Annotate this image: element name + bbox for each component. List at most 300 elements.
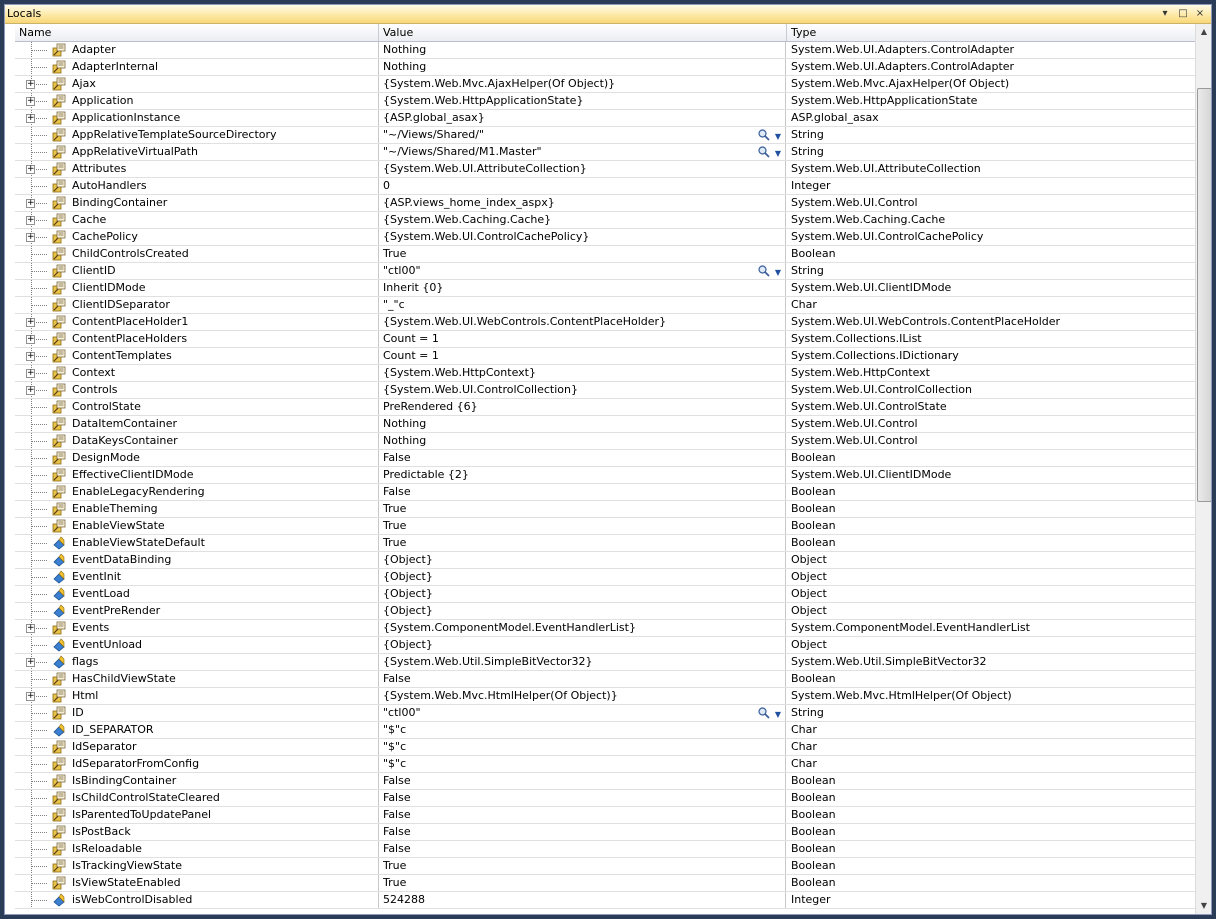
value-cell[interactable]	[379, 110, 786, 126]
variable-name: ContentTemplates	[72, 349, 172, 362]
value-cell[interactable]	[379, 518, 786, 534]
variable-type: System.Web.UI.Control	[791, 196, 918, 209]
type-cell	[787, 501, 1195, 517]
type-cell	[787, 722, 1195, 738]
variable-value: Predictable {2}	[383, 468, 469, 481]
property-icon	[52, 60, 66, 74]
property-icon	[52, 43, 66, 57]
value-cell[interactable]	[379, 195, 786, 211]
type-cell	[787, 280, 1195, 296]
variable-name: Application	[72, 94, 134, 107]
variable-name: ChildControlsCreated	[72, 247, 189, 260]
value-cell[interactable]	[379, 382, 786, 398]
type-cell	[787, 654, 1195, 670]
type-cell	[787, 127, 1195, 143]
table-row[interactable]	[15, 705, 1195, 722]
variable-type: System.Web.UI.ControlCollection	[791, 383, 972, 396]
value-cell[interactable]	[379, 552, 786, 568]
value-cell[interactable]	[379, 756, 786, 772]
variable-name: BindingContainer	[72, 196, 168, 209]
type-cell	[787, 637, 1195, 653]
table-row[interactable]	[15, 688, 1195, 705]
tree-connector	[31, 492, 47, 493]
value-cell[interactable]	[379, 603, 786, 619]
variable-name: Html	[72, 689, 99, 702]
variable-value: True	[383, 536, 407, 549]
table-row[interactable]	[15, 297, 1195, 314]
variable-name: DesignMode	[72, 451, 140, 464]
value-cell[interactable]	[379, 297, 786, 313]
variable-name: AdapterInternal	[72, 60, 159, 73]
table-row[interactable]	[15, 382, 1195, 399]
value-cell[interactable]	[379, 739, 786, 755]
variable-name: EnableLegacyRendering	[72, 485, 205, 498]
property-icon	[52, 247, 66, 261]
variable-value: Nothing	[383, 434, 427, 447]
value-cell[interactable]	[379, 127, 786, 143]
table-row[interactable]	[15, 93, 1195, 110]
variable-name: IsBindingContainer	[72, 774, 177, 787]
expand-icon[interactable]: +	[27, 113, 35, 123]
variable-name: Attributes	[72, 162, 127, 175]
visualizer-dropdown-icon[interactable]: ▼	[774, 149, 781, 158]
value-cell[interactable]	[379, 722, 786, 738]
tree-connector	[31, 781, 47, 782]
type-cell	[787, 875, 1195, 891]
value-cell[interactable]	[379, 688, 786, 704]
name-cell	[15, 42, 379, 58]
table-row[interactable]	[15, 127, 1195, 144]
property-icon	[52, 434, 66, 448]
expand-icon[interactable]: +	[27, 317, 35, 327]
table-row[interactable]	[15, 671, 1195, 688]
value-cell[interactable]	[379, 246, 786, 262]
variable-type: System.Web.HttpApplicationState	[791, 94, 978, 107]
name-cell	[15, 790, 379, 806]
text-visualizer-icon[interactable]	[757, 128, 771, 142]
table-row[interactable]	[15, 144, 1195, 161]
variable-name: AutoHandlers	[72, 179, 147, 192]
variable-type: System.Web.UI.Control	[791, 417, 918, 430]
tree-connector	[31, 611, 47, 612]
variable-value: {System.Web.Mvc.AjaxHelper(Of Object)}	[383, 77, 616, 90]
tree-connector	[31, 186, 47, 187]
table-row[interactable]	[15, 773, 1195, 790]
variable-type: System.Web.UI.ControlCachePolicy	[791, 230, 984, 243]
expand-icon[interactable]: +	[27, 657, 35, 667]
value-cell[interactable]	[379, 433, 786, 449]
visualizer-dropdown-icon[interactable]: ▼	[774, 268, 781, 277]
value-cell[interactable]	[379, 450, 786, 466]
expand-icon[interactable]: +	[27, 232, 35, 242]
variable-value: 0	[383, 179, 390, 192]
tree-connector	[31, 271, 47, 272]
table-row[interactable]	[15, 637, 1195, 654]
variable-name: EventLoad	[72, 587, 130, 600]
value-cell[interactable]	[379, 365, 786, 381]
type-cell	[787, 892, 1195, 908]
expand-icon[interactable]: +	[27, 96, 35, 106]
table-row[interactable]	[15, 535, 1195, 552]
variable-name: flags	[72, 655, 99, 668]
property-icon	[52, 706, 66, 720]
variable-type: System.Web.UI.Control	[791, 434, 918, 447]
name-cell	[15, 195, 379, 211]
value-cell[interactable]	[379, 671, 786, 687]
table-row[interactable]	[15, 110, 1195, 127]
table-row[interactable]	[15, 195, 1195, 212]
value-cell[interactable]	[379, 484, 786, 500]
table-row[interactable]	[15, 42, 1195, 59]
variable-name: EventDataBinding	[72, 553, 172, 566]
variable-name: ContentPlaceHolder1	[72, 315, 189, 328]
table-row[interactable]	[15, 620, 1195, 637]
variable-type: System.Web.UI.Adapters.ControlAdapter	[791, 60, 1015, 73]
scroll-down-icon[interactable]: ▼	[1200, 901, 1208, 910]
variable-value: {System.Web.Util.SimpleBitVector32}	[383, 655, 593, 668]
type-cell	[787, 399, 1195, 415]
value-cell[interactable]	[379, 229, 786, 245]
value-cell[interactable]	[379, 42, 786, 58]
close-icon[interactable]: ×	[1195, 8, 1205, 19]
table-row[interactable]	[15, 59, 1195, 76]
variable-type: System.Web.UI.WebControls.ContentPlaceHolder	[791, 315, 1061, 328]
type-cell	[787, 518, 1195, 534]
vertical-scrollbar[interactable]	[1195, 24, 1212, 914]
tree-connector	[31, 135, 47, 136]
value-cell[interactable]	[379, 331, 786, 347]
value-cell[interactable]	[379, 569, 786, 585]
type-cell	[787, 705, 1195, 721]
table-row[interactable]	[15, 212, 1195, 229]
column-header-name[interactable]: Name	[15, 24, 379, 41]
expand-icon[interactable]: +	[27, 351, 35, 361]
tree-connector	[31, 254, 47, 255]
variable-value: {ASP.global_asax}	[383, 111, 485, 124]
value-cell[interactable]	[379, 841, 786, 857]
value-cell[interactable]	[379, 467, 786, 483]
tree-connector	[31, 577, 47, 578]
scroll-up-icon[interactable]: ▲	[1200, 27, 1208, 36]
variable-value: "$"c	[383, 723, 407, 736]
name-cell	[15, 807, 379, 823]
name-cell	[15, 365, 379, 381]
value-cell[interactable]	[379, 637, 786, 653]
value-cell[interactable]	[379, 76, 786, 92]
table-row[interactable]	[15, 756, 1195, 773]
value-cell[interactable]	[379, 212, 786, 228]
expand-icon[interactable]: +	[27, 79, 35, 89]
value-cell[interactable]	[379, 858, 786, 874]
variable-name: IsTrackingViewState	[72, 859, 182, 872]
text-visualizer-icon[interactable]	[757, 145, 771, 159]
table-row[interactable]	[15, 739, 1195, 756]
text-visualizer-icon[interactable]	[757, 264, 771, 278]
value-cell[interactable]	[379, 416, 786, 432]
variable-name: ID	[72, 706, 84, 719]
visualizer-dropdown-icon[interactable]: ▼	[774, 710, 781, 719]
variable-value: {System.Web.Caching.Cache}	[383, 213, 552, 226]
value-cell[interactable]	[379, 654, 786, 670]
table-row[interactable]	[15, 433, 1195, 450]
field-icon	[52, 536, 66, 550]
property-icon	[52, 264, 66, 278]
property-icon	[52, 366, 66, 380]
type-cell	[787, 314, 1195, 330]
property-icon	[52, 502, 66, 516]
tree-connector	[31, 67, 47, 68]
property-icon	[52, 349, 66, 363]
variable-type: Boolean	[791, 247, 836, 260]
variable-type: System.Web.Caching.Cache	[791, 213, 946, 226]
variable-type: Boolean	[791, 774, 836, 787]
variable-type: Boolean	[791, 825, 836, 838]
property-icon	[52, 485, 66, 499]
tree-connector	[31, 424, 47, 425]
variable-value: {System.Web.Mvc.HtmlHelper(Of Object)}	[383, 689, 618, 702]
value-cell[interactable]	[379, 314, 786, 330]
field-icon	[52, 604, 66, 618]
scroll-thumb[interactable]	[1197, 88, 1212, 502]
value-cell[interactable]	[379, 892, 786, 908]
name-cell	[15, 501, 379, 517]
name-cell	[15, 722, 379, 738]
name-cell	[15, 875, 379, 891]
table-row[interactable]	[15, 722, 1195, 739]
variable-name: Controls	[72, 383, 118, 396]
name-cell	[15, 297, 379, 313]
variable-name: EnableViewStateDefault	[72, 536, 205, 549]
expand-icon[interactable]: +	[27, 623, 35, 633]
variable-value: {Object}	[383, 570, 433, 583]
property-icon	[52, 791, 66, 805]
table-row[interactable]	[15, 484, 1195, 501]
field-icon	[52, 553, 66, 567]
table-row[interactable]	[15, 450, 1195, 467]
table-row[interactable]	[15, 603, 1195, 620]
type-cell	[787, 93, 1195, 109]
variable-name: IsReloadable	[72, 842, 142, 855]
value-cell[interactable]	[379, 807, 786, 823]
table-row[interactable]	[15, 161, 1195, 178]
variable-value: "~/Views/Shared/M1.Master"	[383, 145, 542, 158]
variable-name: DataItemContainer	[72, 417, 178, 430]
type-cell	[787, 229, 1195, 245]
window-title: Locals	[7, 7, 42, 20]
variable-type: Boolean	[791, 502, 836, 515]
variable-type: System.Web.UI.AttributeCollection	[791, 162, 981, 175]
column-header-value[interactable]: Value	[379, 24, 787, 41]
variable-type: System.Web.Util.SimpleBitVector32	[791, 655, 987, 668]
value-cell[interactable]	[379, 263, 786, 279]
variable-value: False	[383, 485, 411, 498]
table-row[interactable]	[15, 467, 1195, 484]
table-row[interactable]	[15, 586, 1195, 603]
table-row[interactable]	[15, 314, 1195, 331]
expand-icon[interactable]: +	[27, 198, 35, 208]
variable-type: Boolean	[791, 451, 836, 464]
value-cell[interactable]	[379, 59, 786, 75]
property-icon	[52, 740, 66, 754]
name-cell	[15, 756, 379, 772]
expand-icon[interactable]: +	[27, 215, 35, 225]
variable-type: Boolean	[791, 791, 836, 804]
tree-connector	[31, 152, 47, 153]
variable-name: Events	[72, 621, 110, 634]
variable-name: Context	[72, 366, 116, 379]
property-icon	[52, 825, 66, 839]
table-row[interactable]	[15, 501, 1195, 518]
table-row[interactable]	[15, 569, 1195, 586]
name-cell	[15, 110, 379, 126]
locals-grid	[15, 42, 1195, 914]
maximize-icon[interactable]: □	[1178, 8, 1188, 19]
type-cell	[787, 297, 1195, 313]
table-row[interactable]	[15, 246, 1195, 263]
table-row[interactable]	[15, 263, 1195, 280]
type-cell	[787, 212, 1195, 228]
variable-value: {System.Web.HttpApplicationState}	[383, 94, 584, 107]
type-cell	[787, 144, 1195, 160]
value-cell[interactable]	[379, 348, 786, 364]
value-cell[interactable]	[379, 620, 786, 636]
table-row[interactable]	[15, 841, 1195, 858]
table-row[interactable]	[15, 348, 1195, 365]
table-row[interactable]	[15, 654, 1195, 671]
property-icon	[52, 621, 66, 635]
variable-type: System.Web.Mvc.HtmlHelper(Of Object)	[791, 689, 1012, 702]
type-cell	[787, 620, 1195, 636]
type-cell	[787, 178, 1195, 194]
expand-icon[interactable]: +	[27, 385, 35, 395]
type-cell	[787, 858, 1195, 874]
tree-connector	[31, 305, 47, 306]
property-icon	[52, 468, 66, 482]
name-cell	[15, 739, 379, 755]
variable-value: {System.Web.HttpContext}	[383, 366, 536, 379]
table-row[interactable]	[15, 552, 1195, 569]
value-cell[interactable]	[379, 790, 786, 806]
name-cell	[15, 705, 379, 721]
variable-value: False	[383, 808, 411, 821]
name-cell	[15, 348, 379, 364]
name-cell	[15, 212, 379, 228]
variable-value: "$"c	[383, 740, 407, 753]
value-cell[interactable]	[379, 280, 786, 296]
variable-value: Nothing	[383, 43, 427, 56]
name-cell	[15, 535, 379, 551]
variable-name: EventUnload	[72, 638, 143, 651]
property-icon	[52, 111, 66, 125]
expand-icon[interactable]: +	[27, 164, 35, 174]
table-row[interactable]	[15, 416, 1195, 433]
variable-name: EventPreRender	[72, 604, 161, 617]
table-row[interactable]	[15, 399, 1195, 416]
value-cell[interactable]	[379, 178, 786, 194]
property-icon	[52, 383, 66, 397]
visualizer-dropdown-icon[interactable]: ▼	[774, 132, 781, 141]
variable-value: False	[383, 825, 411, 838]
variable-value: {System.Web.UI.ControlCachePolicy}	[383, 230, 590, 243]
table-row[interactable]	[15, 892, 1195, 909]
value-cell[interactable]	[379, 144, 786, 160]
table-row[interactable]	[15, 824, 1195, 841]
value-cell[interactable]	[379, 824, 786, 840]
value-cell[interactable]	[379, 586, 786, 602]
variable-type: System.ComponentModel.EventHandlerList	[791, 621, 1030, 634]
property-icon	[52, 859, 66, 873]
type-cell	[787, 586, 1195, 602]
name-cell	[15, 603, 379, 619]
tree-connector	[31, 764, 47, 765]
value-cell[interactable]	[379, 161, 786, 177]
property-icon	[52, 315, 66, 329]
variable-value: False	[383, 791, 411, 804]
field-icon	[52, 893, 66, 907]
table-row[interactable]	[15, 280, 1195, 297]
variable-value: Nothing	[383, 417, 427, 430]
variable-value: True	[383, 876, 407, 889]
table-row[interactable]	[15, 76, 1195, 93]
name-cell	[15, 467, 379, 483]
name-cell	[15, 399, 379, 415]
type-cell	[787, 365, 1195, 381]
table-row[interactable]	[15, 790, 1195, 807]
name-cell	[15, 178, 379, 194]
tree-connector	[31, 560, 47, 561]
table-row[interactable]	[15, 518, 1195, 535]
name-cell	[15, 620, 379, 636]
expand-icon[interactable]: +	[27, 691, 35, 701]
value-cell[interactable]	[379, 875, 786, 891]
name-cell	[15, 654, 379, 670]
text-visualizer-icon[interactable]	[757, 706, 771, 720]
variable-name: ContentPlaceHolders	[72, 332, 188, 345]
variable-name: IsParentedToUpdatePanel	[72, 808, 212, 821]
table-row[interactable]	[15, 229, 1195, 246]
expand-icon[interactable]: +	[27, 334, 35, 344]
name-cell	[15, 569, 379, 585]
table-row[interactable]	[15, 858, 1195, 875]
name-cell	[15, 280, 379, 296]
name-cell	[15, 892, 379, 908]
expand-icon[interactable]: +	[27, 368, 35, 378]
variable-name: IsViewStateEnabled	[72, 876, 181, 889]
variable-name: ClientIDMode	[72, 281, 146, 294]
value-cell[interactable]	[379, 399, 786, 415]
variable-type: Char	[791, 298, 817, 311]
table-row[interactable]	[15, 807, 1195, 824]
name-cell	[15, 161, 379, 177]
type-cell	[787, 756, 1195, 772]
value-cell[interactable]	[379, 93, 786, 109]
table-row[interactable]	[15, 875, 1195, 892]
value-cell[interactable]	[379, 705, 786, 721]
variable-type: Boolean	[791, 519, 836, 532]
value-cell[interactable]	[379, 501, 786, 517]
table-row[interactable]	[15, 331, 1195, 348]
variable-value: False	[383, 774, 411, 787]
table-row[interactable]	[15, 365, 1195, 382]
property-icon	[52, 400, 66, 414]
column-header-type[interactable]: Type	[791, 26, 817, 39]
type-cell	[787, 195, 1195, 211]
table-row[interactable]	[15, 178, 1195, 195]
window-menu-icon[interactable]: ▾	[1162, 8, 1168, 19]
value-cell[interactable]	[379, 773, 786, 789]
value-cell[interactable]	[379, 535, 786, 551]
variable-name: CachePolicy	[72, 230, 138, 243]
